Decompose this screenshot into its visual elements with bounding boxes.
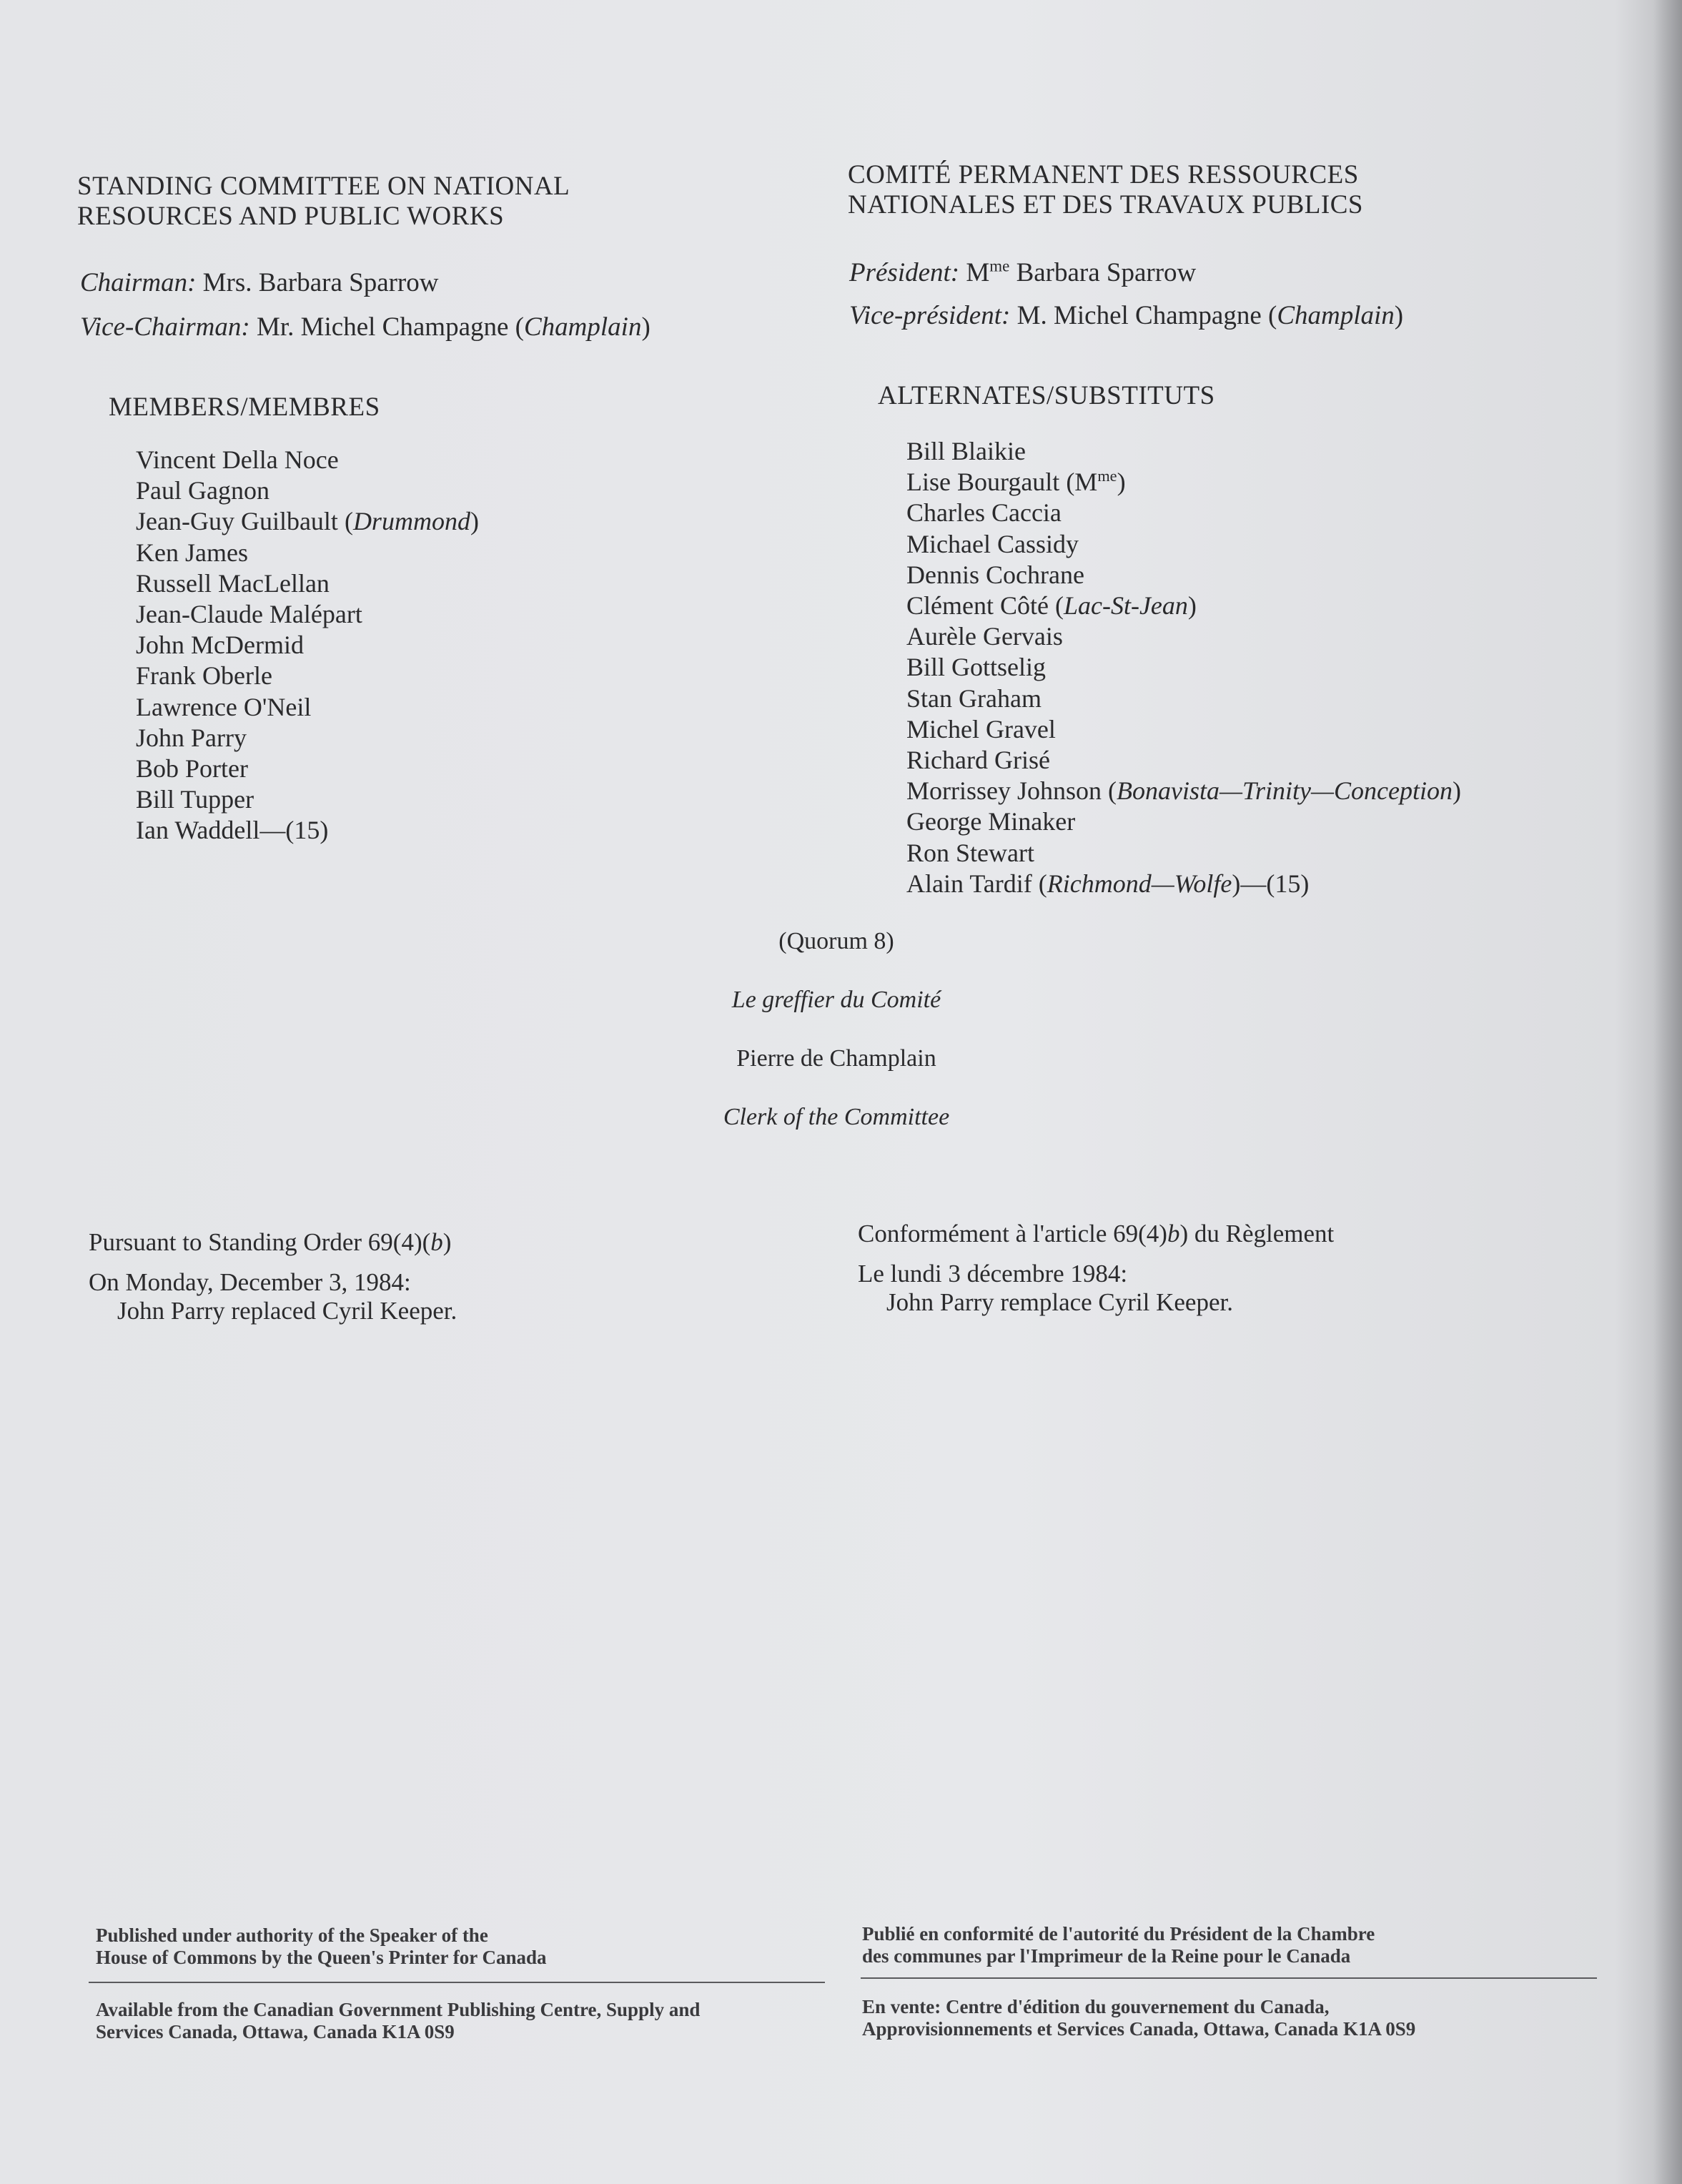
alternate-item: Ron Stewart: [906, 838, 1034, 867]
alternate-item: Stan Graham: [906, 683, 1042, 713]
vice-chairman-fr: [849, 300, 1403, 332]
member-item: John Parry: [136, 723, 247, 752]
alternate-item: [906, 776, 1461, 806]
vice-chairman-en: [80, 312, 650, 343]
alternate-name: Lise Bourgault (M: [906, 468, 1098, 497]
standing-order-en-close: ): [442, 1228, 452, 1256]
alternate-riding: Lac-St-Jean: [1063, 591, 1188, 621]
alternate-item: [906, 591, 1461, 621]
member-item: John McDermid: [136, 631, 304, 660]
footer-divider-en: [89, 1982, 825, 1983]
footer-published-en: [96, 1924, 547, 1969]
footer-published-fr-line1: Publié en conformité de l'autorité du Président de la Chambre: [862, 1923, 1375, 1945]
alternates-list: [906, 436, 1461, 899]
quorum: (Quorum 8): [778, 928, 894, 954]
alternate-item: Michel Gravel: [906, 714, 1056, 743]
vice-chairman-fr-label: Vice-président:: [849, 301, 1011, 330]
member-item: Vincent Della Noce: [136, 445, 339, 474]
committee-title-fr: [848, 160, 1363, 220]
footer-available-en-line2: Services Canada, Ottawa, Canada K1A 0S9: [96, 2021, 455, 2042]
alternate-close: ): [1453, 776, 1462, 806]
member-item: Jean-Claude Malépart: [136, 600, 362, 629]
standing-order-en-date: On Monday, December 3, 1984:: [89, 1268, 411, 1296]
chairman-en-name: Mrs. Barbara Sparrow: [202, 268, 439, 297]
footer-published-fr-line2: des communes par l'Imprimeur de la Reine pour le Canada: [862, 1945, 1351, 1967]
footer-published-en-line2: House of Commons by the Queen's Printer for Canada: [96, 1947, 547, 1968]
standing-order-fr: [858, 1220, 1334, 1317]
member-item: [136, 506, 479, 537]
committee-title-en: [77, 172, 570, 232]
member-item: Bob Porter: [136, 754, 248, 784]
alternate-item: Dennis Cochrane: [906, 560, 1084, 589]
alternate-item: [906, 869, 1461, 899]
member-item: Bill Tupper: [136, 785, 254, 814]
standing-order-fr-line1: [858, 1220, 1334, 1248]
alternate-name: Alain Tardif (: [906, 869, 1047, 898]
clerk-name: Pierre de Champlain: [736, 1045, 936, 1072]
chairman-fr-label: Président:: [849, 258, 960, 287]
member-close: ): [470, 507, 479, 536]
alternate-name: Morrissey Johnson (: [906, 776, 1117, 806]
committee-title-fr-line2: NATIONALES ET DES TRAVAUX PUBLICS: [848, 190, 1363, 219]
chairman-fr-prefix: M: [966, 258, 990, 287]
member-item: Paul Gagnon: [136, 476, 269, 505]
chairman-fr-name: Barbara Sparrow: [1009, 258, 1197, 287]
alternates-title: ALTERNATES/SUBSTITUTS: [878, 381, 1215, 410]
committee-title-en-line1: STANDING COMMITTEE ON NATIONAL: [77, 172, 570, 201]
member-item: Ian Waddell—(15): [136, 816, 329, 845]
footer-available-en: [96, 1999, 700, 2043]
member-riding: Drummond: [352, 507, 470, 536]
committee-title-en-line2: RESOURCES AND PUBLIC WORKS: [77, 202, 505, 231]
alternate-close: ): [1187, 591, 1197, 621]
footer-available-fr-line2: Approvisionnements et Services Canada, Ottawa, Canada K1A 0S9: [862, 2018, 1416, 2040]
footer-published-fr: [862, 1923, 1375, 1967]
footer-divider-fr: [861, 1977, 1597, 1979]
members-title: MEMBERS/MEMBRES: [109, 392, 380, 422]
alternate-close: ): [1117, 468, 1126, 497]
standing-order-en: [89, 1228, 457, 1325]
standing-order-fr-change: John Parry remplace Cyril Keeper.: [886, 1288, 1233, 1316]
standing-order-fr-italic: b: [1167, 1220, 1180, 1247]
vice-chairman-fr-name: M. Michel Champagne (: [1016, 301, 1277, 330]
alternate-item: Bill Gottselig: [906, 653, 1047, 682]
alternate-item: George Minaker: [906, 807, 1076, 836]
alternate-item: Charles Caccia: [906, 498, 1062, 528]
chairman-fr-sup: me: [989, 257, 1010, 275]
committee-title-fr-line1: COMITÉ PERMANENT DES RESSOURCES: [848, 160, 1359, 189]
vice-chairman-fr-close: ): [1394, 301, 1404, 330]
alternate-name: Clément Côté (: [906, 591, 1064, 621]
alternate-item: Bill Blaikie: [906, 437, 1026, 465]
chairman-en-label: Chairman:: [80, 268, 197, 297]
standing-order-en-line1: [89, 1228, 457, 1257]
alternate-sup: me: [1097, 467, 1117, 485]
alternate-close: )—(15): [1232, 869, 1310, 898]
footer-published-en-line1: Published under authority of the Speaker of the: [96, 1924, 488, 1946]
chairman-fr: [849, 257, 1196, 289]
standing-order-en-change: John Parry replaced Cyril Keeper.: [117, 1297, 457, 1325]
standing-order-en-text: Pursuant to Standing Order 69(4)(: [89, 1228, 431, 1256]
vice-chairman-en-name: Mr. Michel Champagne (: [256, 312, 524, 342]
clerk-title-fr: Le greffier du Comité: [731, 987, 941, 1013]
standing-order-fr-text: Conformément à l'article 69(4): [858, 1220, 1167, 1247]
chairman-en: [80, 267, 438, 299]
alternate-riding: Bonavista—Trinity—Conception: [1117, 776, 1453, 806]
vice-chairman-en-riding: Champlain: [523, 312, 642, 342]
alternate-item: Richard Grisé: [906, 746, 1050, 775]
alternate-riding: Richmond—Wolfe: [1047, 869, 1232, 898]
footer-available-fr-line1: En vente: Centre d'édition du gouvernement du Canada,: [862, 1996, 1330, 2017]
alternate-item: Michael Cassidy: [906, 529, 1079, 558]
member-item: Russell MacLellan: [136, 568, 330, 598]
standing-order-fr-date: Le lundi 3 décembre 1984:: [858, 1260, 1128, 1288]
footer-available-en-line1: Available from the Canadian Government Publishing Centre, Supply and: [96, 1999, 701, 2020]
member-item: Frank Oberle: [136, 661, 272, 691]
members-list: [136, 445, 479, 846]
member-item: Ken James: [136, 538, 248, 567]
clerk-title-en: Clerk of the Committee: [723, 1104, 950, 1130]
alternate-item: [906, 467, 1461, 498]
member-name: Jean-Guy Guilbault (: [136, 507, 353, 536]
vice-chairman-fr-riding: Champlain: [1277, 301, 1395, 330]
standing-order-en-italic: b: [430, 1228, 443, 1256]
footer-available-fr: [862, 1996, 1415, 2040]
page-edge-shadow: [1653, 0, 1682, 2184]
member-item: Lawrence O'Neil: [136, 692, 312, 721]
alternate-item: Aurèle Gervais: [906, 622, 1063, 651]
vice-chairman-en-label: Vice-Chairman:: [80, 312, 250, 342]
vice-chairman-en-close: ): [641, 312, 650, 342]
standing-order-fr-close: ) du Règlement: [1179, 1220, 1335, 1247]
